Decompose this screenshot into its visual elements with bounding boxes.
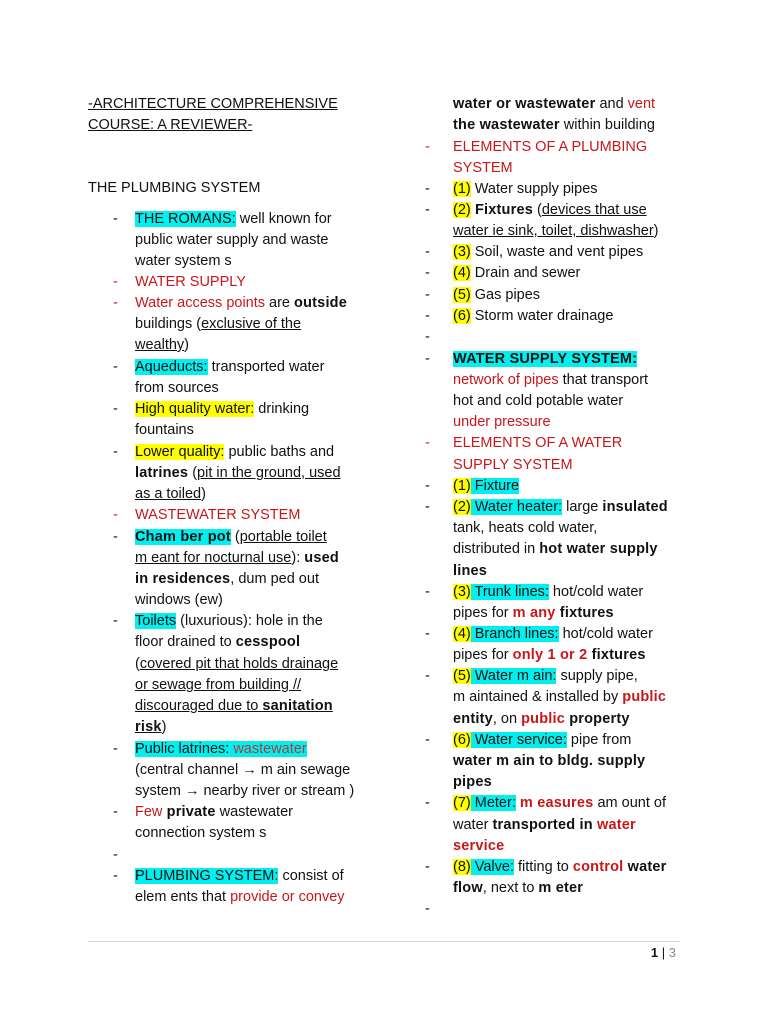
list-item-plumbing-system: PLUMBING SYSTEM: consist of	[135, 868, 344, 884]
text-line: m eant for nocturnal use): used	[135, 550, 339, 566]
list-item-plumbing-element: (3) Soil, waste and vent pipes	[453, 244, 644, 260]
text-line: lines	[453, 563, 488, 579]
subheading-elements-plumbing: ELEMENTS OF A PLUMBING	[453, 139, 648, 155]
total-pages: 3	[668, 945, 676, 960]
list-item-public-latrines	[135, 739, 307, 760]
bullet-dash: -	[425, 435, 430, 451]
text-line: from sources	[135, 380, 219, 396]
bullet-dash: -	[425, 244, 430, 260]
text-line: water system s	[135, 253, 232, 269]
text-line: (central channel → m ain sewage	[135, 762, 351, 778]
list-item-plumbing-element: (2) Fixtures (devices that use	[453, 202, 647, 218]
bullet-dash-empty: -	[425, 329, 430, 345]
list-item-chamber-pot: Cham ber pot (portable toilet	[135, 529, 327, 545]
term-label: Toilets	[135, 613, 177, 629]
term-label: PLUMBING SYSTEM:	[135, 868, 279, 884]
list-item-water-supply-system	[453, 349, 637, 370]
list-item-water-element: (4) Branch lines: hot/cold water	[453, 626, 653, 642]
bullet-dash: -	[425, 181, 430, 197]
text-line: network of pipes that transport	[453, 372, 649, 388]
list-item-few-private: Few private wastewater	[135, 804, 293, 820]
term-label: Cham ber pot	[135, 529, 231, 545]
bullet-dash: -	[425, 795, 430, 811]
list-item-water-element: (3) Trunk lines: hot/cold water	[453, 584, 644, 600]
bullet-dash: -	[113, 444, 118, 460]
list-item-water-element: (6) Water service: pipe from	[453, 732, 632, 748]
text-line: as a toiled)	[135, 486, 206, 502]
subheading-elements-water: ELEMENTS OF A WATER	[453, 435, 623, 451]
list-item-high-quality: High quality water: drinking	[135, 401, 310, 417]
bullet-dash-empty: -	[425, 901, 430, 917]
text-line: SYSTEM	[453, 160, 513, 176]
list-item-water-element: (5) Water m ain: supply pipe,	[453, 668, 638, 684]
text-line: latrines (pit in the ground, used	[135, 465, 341, 481]
section-title: THE PLUMBING SYSTEM	[88, 180, 261, 196]
text-line: buildings (exclusive of the	[135, 316, 302, 332]
list-item-water-element: (1) Fixture	[453, 478, 520, 494]
current-page: 1	[650, 945, 659, 960]
list-item-aqueducts: Aqueducts: transported water	[135, 359, 325, 375]
text-line: the wastewater within building	[453, 117, 655, 133]
term-label: High quality water:	[135, 401, 255, 417]
bullet-dash: -	[113, 868, 118, 884]
text-line: public water supply and waste	[135, 232, 329, 248]
text-line: risk)	[135, 719, 167, 735]
list-item-plumbing-element: (1) Water supply pipes	[453, 181, 598, 197]
term-label: THE ROMANS:	[135, 211, 236, 227]
text-line: water m ain to bldg. supply	[453, 753, 646, 769]
text-line: entity, on public property	[453, 711, 630, 727]
bullet-dash: -	[425, 265, 430, 281]
bullet-dash: -	[425, 478, 430, 494]
footer-divider	[88, 941, 680, 942]
term-label: Public latrines: wastewater	[135, 741, 307, 757]
bullet-dash: -	[113, 529, 118, 545]
bullet-dash: -	[425, 668, 430, 684]
bullet-dash: -	[425, 859, 430, 875]
bullet-dash-empty: -	[113, 847, 118, 863]
list-item-lower-quality: Lower quality: public baths and	[135, 444, 335, 460]
text-line: floor drained to cesspool	[135, 634, 301, 650]
text-line: connection system s	[135, 825, 267, 841]
text-line: pipes for only 1 or 2 fixtures	[453, 647, 646, 663]
text-line: distributed in hot water supply	[453, 541, 658, 557]
list-item-access-points: Water access points are outside	[135, 295, 347, 311]
bullet-dash: -	[113, 741, 118, 757]
doc-title-line-2: COURSE: A REVIEWER-	[88, 117, 253, 133]
text-line: in residences, dum ped out	[135, 571, 319, 587]
list-item-water-element: (2) Water heater: large insulated	[453, 499, 668, 515]
bullet-dash: -	[113, 359, 118, 375]
bullet-dash: -	[425, 287, 430, 303]
subheading-wastewater-system: WASTEWATER SYSTEM	[135, 507, 301, 523]
text-line: water ie sink, toilet, dishwasher)	[453, 223, 659, 239]
list-item-plumbing-element: (4) Drain and sewer	[453, 265, 581, 281]
term-label: WATER SUPPLY SYSTEM:	[453, 351, 638, 367]
bullet-dash: -	[113, 804, 118, 820]
list-item-plumbing-element: (6) Storm water drainage	[453, 308, 614, 324]
text-line: wealthy)	[135, 337, 190, 353]
list-item-plumbing-element: (5) Gas pipes	[453, 287, 541, 303]
term-label: Aqueducts:	[135, 359, 208, 375]
term-label: Lower quality:	[135, 444, 225, 460]
list-item-toilets: Toilets (luxurious): hole in the	[135, 613, 323, 629]
text-line: (covered pit that holds drainage	[135, 656, 339, 672]
text-line: hot and cold potable water	[453, 393, 624, 409]
bullet-dash: -	[425, 626, 430, 642]
text-line: fountains	[135, 422, 194, 438]
bullet-dash: -	[113, 613, 118, 629]
bullet-dash: -	[425, 351, 430, 367]
text-line: service	[453, 838, 505, 854]
text-line: under pressure	[453, 414, 551, 430]
bullet-dash: -	[425, 202, 430, 218]
text-line: tank, heats cold water,	[453, 520, 598, 536]
list-item-romans: THE ROMANS: well known for	[135, 211, 332, 227]
list-item-water-element: (7) Meter: m easures am ount of	[453, 795, 666, 811]
text-line: windows (ew)	[135, 592, 223, 608]
bullet-dash: -	[425, 584, 430, 600]
bullet-dash: -	[425, 308, 430, 324]
subheading-water-supply: WATER SUPPLY	[135, 274, 246, 290]
text-line: system → nearby river or stream )	[135, 783, 355, 799]
list-item-water-element: (8) Valve: fitting to control water	[453, 859, 667, 875]
bullet-dash: -	[113, 401, 118, 417]
text-line: discouraged due to sanitation	[135, 698, 333, 714]
bullet-dash: -	[113, 295, 118, 311]
text-line: pipes for m any fixtures	[453, 605, 614, 621]
text-line: or sewage from building //	[135, 677, 302, 693]
text-line: SUPPLY SYSTEM	[453, 457, 573, 473]
text-line: water transported in water	[453, 817, 636, 833]
bullet-dash: -	[113, 274, 118, 290]
doc-title-line-1: -ARCHITECTURE COMPREHENSIVE	[88, 96, 338, 112]
page-number	[651, 944, 676, 962]
bullet-dash: -	[425, 499, 430, 515]
text-line: flow, next to m eter	[453, 880, 584, 896]
bullet-dash: -	[113, 507, 118, 523]
text-line: m aintained & installed by public	[453, 689, 667, 705]
bullet-dash: -	[425, 732, 430, 748]
text-line: water or wastewater and vent	[453, 96, 656, 112]
text-line: elem ents that provide or convey	[135, 889, 345, 905]
text-line: pipes	[453, 774, 492, 790]
bullet-dash: -	[425, 139, 430, 155]
bullet-dash: -	[113, 211, 118, 227]
page-separator: |	[658, 945, 669, 960]
